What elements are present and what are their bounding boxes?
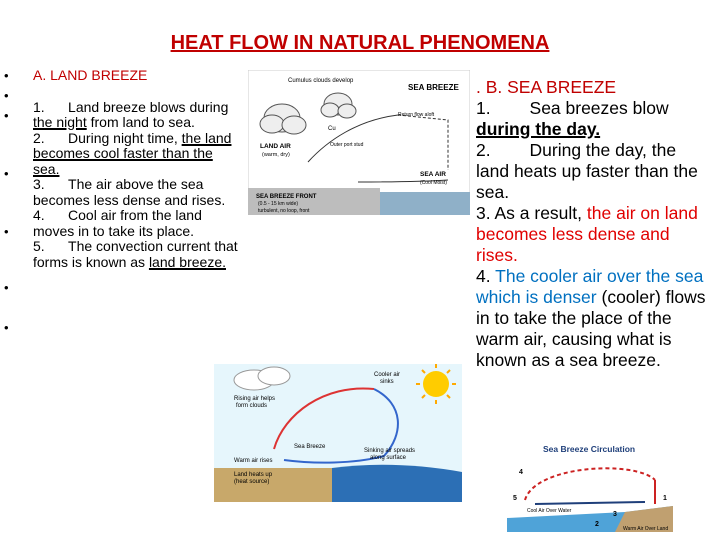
- fig1-cu: Cu: [328, 126, 336, 132]
- fig2-sinking2: along surface: [370, 455, 407, 461]
- land-breeze-section: [33, 68, 243, 270]
- land-breeze-item-5: 5. The convection current that forms is known as land breeze.: [33, 238, 238, 270]
- fig2-land-heats2: (heat source): [234, 479, 270, 485]
- fig1-return-flow: Return flow aloft: [398, 112, 435, 118]
- fig1-sea-air-sub: (Cool Moist): [420, 180, 447, 186]
- sea: [332, 465, 462, 502]
- sea-breeze-diagram: [248, 70, 470, 215]
- bullet: •: [4, 88, 9, 103]
- sea-breeze-heading: . B. SEA BREEZE: [476, 77, 617, 97]
- fig2-warm-air: Warm air rises: [234, 458, 273, 464]
- fig2-sinking: Sinking air spreads: [364, 448, 416, 454]
- land-breeze-heading: A. LAND BREEZE: [33, 67, 148, 83]
- fig2-cooler-air: Cooler air: [374, 372, 401, 378]
- fig3-cool-air: Cool Air Over Water: [527, 508, 572, 514]
- sea-breeze-item-1: 1. Sea breezes blow during the day.: [476, 98, 669, 139]
- fig3-num-5: 5: [513, 495, 517, 502]
- fig3-warm-air: Warm Air Over Land: [623, 526, 669, 532]
- fig3-num-3: 3: [613, 511, 617, 518]
- fig3-num-4: 4: [519, 469, 523, 476]
- fig2-rising: Rising air helps: [234, 396, 276, 402]
- fig1-front: SEA BREEZE FRONT: [256, 194, 317, 200]
- land-breeze-item-2: 2. During night time, the land becomes cool faster than the sea.: [33, 129, 232, 177]
- bullet: •: [4, 224, 9, 239]
- land-breeze-item-4: 4. Cool air from the land moves in to take its place.: [33, 207, 202, 239]
- sea-breeze-item-3: 3. As a result, the air on land becomes less dense and rises.: [476, 203, 698, 265]
- fig1-land-air: LAND AIR: [260, 143, 291, 150]
- fig1-front-sub2: turbulent, no loop, front: [258, 208, 310, 214]
- sea-breeze-section: [476, 77, 712, 371]
- land-breeze-item-3: 3. The air above the sea becomes less dense and rises.: [33, 176, 226, 208]
- fig3-num-2: 2: [595, 521, 599, 528]
- fig1-sea-air: SEA AIR: [420, 171, 446, 178]
- bullet: •: [4, 320, 9, 335]
- sea-breeze-sun-diagram: [214, 364, 462, 502]
- bullet: •: [4, 108, 9, 123]
- fig2-cooler-air2: sinks: [380, 379, 394, 385]
- fig2-rising2: form clouds: [236, 403, 268, 409]
- sea-breeze-item-2: 2. During the day, the land heats up faster than the sea.: [476, 140, 698, 202]
- fig1-cumulus: Cumulus clouds develop: [288, 78, 354, 84]
- land-breeze-item-1: 1. Land breeze blows during the night from land to sea.: [33, 98, 229, 130]
- bullet: •: [4, 68, 9, 83]
- bullet: •: [4, 166, 9, 181]
- sea-breeze-circulation-diagram: [505, 440, 673, 532]
- sea-breeze-item-4: 4. The cooler air over the sea which is denser (cooler) flows in to take the place of the warm air, causing what is known as a sea breeze.: [476, 266, 706, 370]
- fig1-land-air-sub: (warm, dry): [262, 152, 290, 158]
- page-title: HEAT FLOW IN NATURAL PHENOMENA: [170, 32, 550, 54]
- bullet: •: [4, 280, 9, 295]
- fig1-outer-air: Outer port stud: [330, 142, 364, 148]
- fig2-land-heats: Land heats up: [234, 472, 273, 478]
- fig1-front-sub: (0.5 - 15 km wide): [258, 201, 299, 207]
- fig1-title: SEA BREEZE: [408, 83, 459, 92]
- fig3-num-1: 1: [663, 495, 667, 502]
- fig2-sea-breeze: Sea Breeze: [294, 444, 326, 450]
- fig3-title: Sea Breeze Circulation: [543, 444, 636, 454]
